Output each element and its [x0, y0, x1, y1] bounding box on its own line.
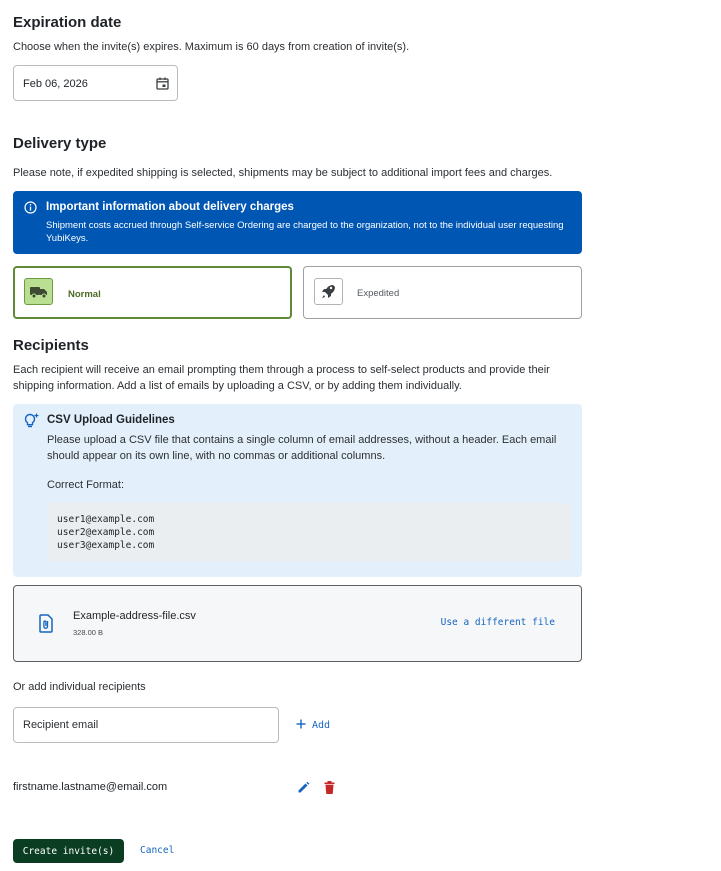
file-attachment-icon: [38, 614, 54, 638]
uploaded-file-size: 328.00 B: [73, 628, 104, 637]
expiration-date-value: Feb 06, 2026: [23, 78, 88, 90]
delivery-heading: Delivery type: [13, 135, 107, 152]
recipients-description: Each recipient will receive an email prompting them through a process to self-select products and provide their shipping information. Add a list of emails by uploading a CSV, or by adding them individually.: [13, 364, 550, 392]
delivery-info-body: Shipment costs accrued through Self-service Ordering are charged to the organization, not to the individual user requesting YubiKeys.: [46, 220, 564, 244]
delivery-option-expedited-label: Expedited: [357, 288, 400, 299]
expiration-heading: Expiration date: [13, 14, 122, 31]
add-recipient-label: Add: [312, 720, 331, 731]
calendar-icon[interactable]: [156, 77, 169, 95]
csv-format-label: Correct Format:: [47, 479, 125, 491]
delete-recipient-icon[interactable]: [324, 781, 335, 799]
delivery-info-title: Important information about delivery charges: [46, 201, 294, 213]
rocket-icon: [314, 278, 343, 305]
create-invites-button[interactable]: Create invite(s): [13, 839, 124, 863]
cancel-button[interactable]: Cancel: [140, 845, 175, 856]
lightbulb-icon: [23, 412, 41, 435]
uploaded-file-name: Example-address-file.csv: [73, 610, 196, 622]
delivery-option-expedited[interactable]: [303, 266, 582, 319]
delivery-option-normal[interactable]: [13, 266, 292, 319]
expiration-date-input[interactable]: [13, 65, 178, 101]
plus-icon: [296, 719, 306, 732]
uploaded-file-card: [13, 585, 582, 662]
csv-guidelines-panel: [13, 404, 582, 577]
csv-example-line: user3@example.com: [57, 540, 155, 551]
recipients-heading: Recipients: [13, 337, 89, 354]
expiration-description: Choose when the invite(s) expires. Maximum is 60 days from creation of invite(s).: [13, 41, 410, 53]
truck-icon: [24, 278, 53, 305]
add-recipient-button[interactable]: [296, 719, 330, 732]
csv-example-line: user2@example.com: [57, 527, 155, 538]
csv-guidelines-title: CSV Upload Guidelines: [47, 414, 175, 426]
individual-recipients-label: Or add individual recipients: [13, 681, 146, 693]
info-icon: [24, 201, 37, 219]
csv-guidelines-body: Please upload a CSV file that contains a single column of email addresses, without a header. Each email should appear on its own line, with no commas or additional columns.: [47, 434, 557, 462]
delivery-description: Please note, if expedited shipping is selected, shipments may be subject to additional import fees and charges.: [13, 167, 553, 179]
delivery-info-banner: [13, 191, 582, 254]
use-different-file-button[interactable]: Use a different file: [440, 617, 555, 628]
csv-format-example: [47, 503, 570, 561]
csv-example-line: user1@example.com: [57, 514, 155, 525]
delivery-option-normal-label: Normal: [68, 289, 101, 300]
edit-recipient-icon[interactable]: [297, 781, 310, 799]
recipient-email-input[interactable]: [13, 707, 279, 743]
recipient-list-item: firstname.lastname@email.com: [13, 781, 168, 793]
